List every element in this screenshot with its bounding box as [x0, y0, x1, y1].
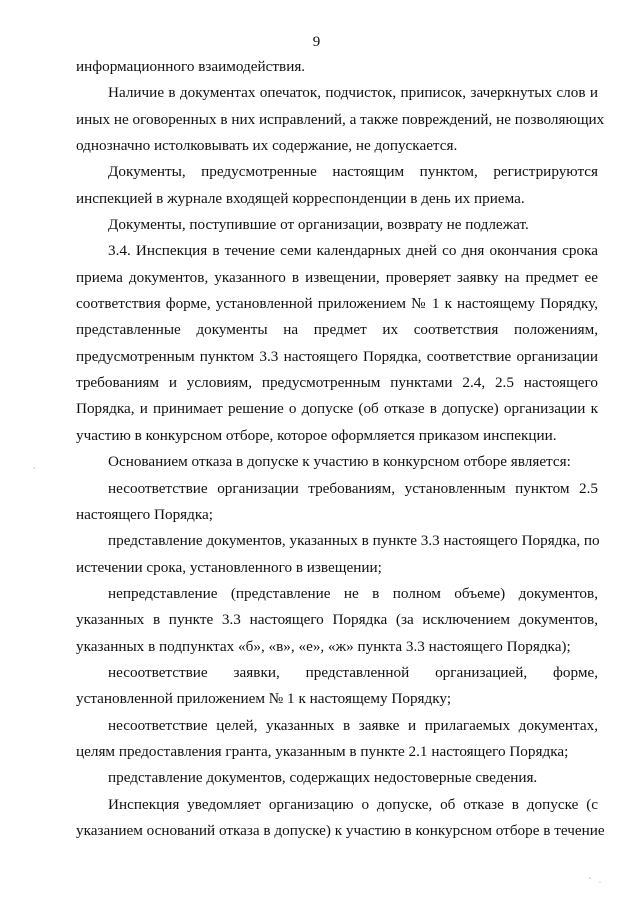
text-line: 3.4. Инспекция в течение семи календарных дней со дня окончания срока [108, 242, 598, 260]
text-line: инспекцией в журнале входящей корреспонденции в день их приема. [76, 189, 525, 207]
text-line: представление документов, содержащих недостоверные сведения. [108, 769, 538, 787]
text-line: приема документов, указанного в извещении, проверяет заявку на предмет ее [76, 268, 598, 286]
text-line: указанием оснований отказа в допуске) к участию в конкурсном отборе в течение [76, 821, 605, 839]
text-line: несоответствие целей, указанных в заявке и прилагаемых документах, [108, 716, 598, 734]
text-line: представление документов, указанных в пункте 3.3 настоящего Порядка, по [108, 532, 600, 550]
text-line: указанных в подпунктах «б», «в», «е», «ж» пункта 3.3 настоящего Порядка); [76, 637, 571, 655]
text-line: участию в конкурсном отборе, которое оформляется приказом инспекции. [76, 426, 557, 444]
text-line: Основанием отказа в допуске к участию в конкурсном отборе является: [108, 453, 571, 471]
page-number: 9 [312, 34, 321, 50]
text-line: указанных в пункте 3.3 настоящего Порядка (за исключением документов, [76, 611, 598, 629]
text-line: Документы, предусмотренные настоящим пунктом, регистрируются [108, 163, 598, 181]
text-line: истечении срока, установленного в извещении; [76, 558, 382, 576]
text-line: Документы, поступившие от организации, возврату не подлежат. [108, 216, 529, 234]
text-line: целям предоставления гранта, указанным в пункте 2.1 настоящего Порядка; [76, 742, 569, 760]
text-line: представленные документы на предмет их соответствия положениям, [76, 321, 598, 339]
text-line: информационного взаимодействия. [76, 58, 306, 75]
text-line: несоответствие организации требованиям, установленным пунктом 2.5 [108, 479, 598, 497]
text-line: иных не оговоренных в них исправлений, а также повреждений, не позволяющих [76, 110, 605, 128]
text-line: непредставление (представление не в полном объеме) документов, [108, 584, 598, 602]
text-line: предусмотренным пунктом 3.3 настоящего Порядка, соответствие организации [76, 347, 598, 365]
text-line: соответствия форме, установленной приложением № 1 к настоящему Порядку, [76, 295, 598, 313]
text-line: Наличие в документах опечаток, подчисток, приписок, зачеркнутых слов и [108, 84, 598, 102]
text-line: Инспекция уведомляет организацию о допуске, об отказе в допуске (с [108, 795, 598, 813]
text-line: однозначно истолковывать их содержание, не допускается. [76, 137, 458, 155]
text-line: несоответствие заявки, представленной организацией, форме, [108, 663, 598, 681]
text-line: Порядка, и принимает решение о допуске (об отказе в допуске) организации к [76, 400, 598, 418]
text-line: установленной приложением № 1 к настоящему Порядку; [76, 690, 452, 708]
text-line: настоящего Порядка; [76, 505, 213, 523]
text-line: требованиям и условиям, предусмотренным пунктами 2.4, 2.5 настоящего [76, 374, 598, 392]
